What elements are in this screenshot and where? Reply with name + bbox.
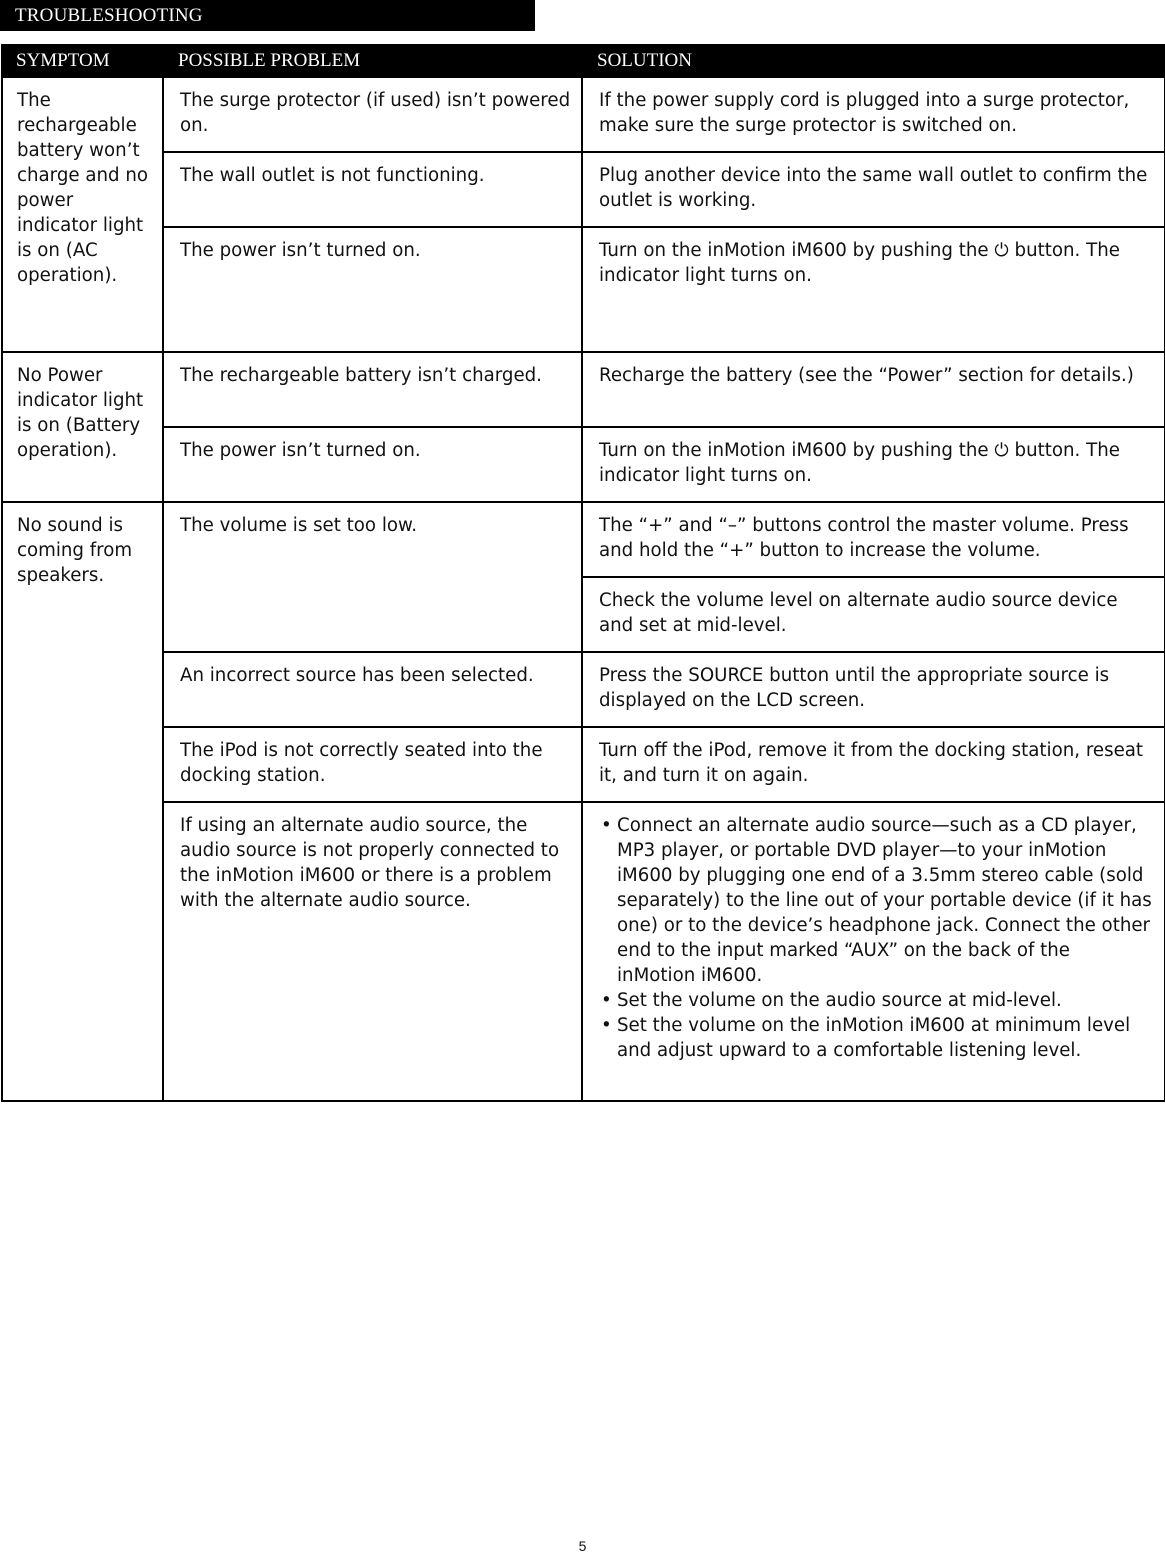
problem-cell: The power isn’t turned on. xyxy=(163,427,582,502)
solution-cell: Turn on the inMotion iM600 by pushing the ⏻ button. The indicator light turns on. xyxy=(582,227,1165,352)
list-item: • Set the volume on the audio source at mid-level. xyxy=(599,988,1154,1013)
column-header-problem: POSSIBLE PROBLEM xyxy=(163,45,582,77)
table-row xyxy=(2,77,1165,152)
list-item: • Set the volume on the inMotion iM600 at minimum level and adjust upward to a comfortable listening level. xyxy=(599,1013,1154,1063)
table-row xyxy=(2,152,1165,227)
solution-cell: The “+” and “–” buttons control the master volume. Press and hold the “+” button to increase the volume. xyxy=(582,502,1165,577)
problem-cell: The surge protector (if used) isn’t powered on. xyxy=(163,77,582,152)
solution-cell: Turn off the iPod, remove it from the docking station, reseat it, and turn it on again. xyxy=(582,727,1165,802)
problem-cell: The wall outlet is not functioning. xyxy=(163,152,582,227)
table-row xyxy=(2,727,1165,802)
solution-cell: Press the SOURCE button until the appropriate source is displayed on the LCD screen. xyxy=(582,652,1165,727)
table-row xyxy=(2,652,1165,727)
problem-cell: The power isn’t turned on. xyxy=(163,227,582,352)
table-row xyxy=(2,352,1165,427)
column-header-symptom: SYMPTOM xyxy=(2,45,163,77)
problem-cell: An incorrect source has been selected. xyxy=(163,652,582,727)
list-item: • Connect an alternate audio source—such as a CD player, MP3 player, or portable DVD player—to your inMotion iM600 by plugging one end of a 3.5mm stereo cable (sold separately) to the line out of your portable device (if it has one) or to the device’s headphone jack. Connect the other end to the input marked “AUX” on the back of the inMotion iM600. xyxy=(599,813,1154,988)
section-title: TROUBLESHOOTING xyxy=(0,0,535,31)
solution-cell: If the power supply cord is plugged into a surge protector, make sure the surge protector is switched on. xyxy=(582,77,1165,152)
symptom-group-no-sound xyxy=(2,502,1165,1101)
problem-cell: The rechargeable battery isn’t charged. xyxy=(163,352,582,427)
table-row xyxy=(2,227,1165,352)
symptom-cell: No sound is coming from speakers. xyxy=(2,502,163,1101)
solution-cell: Recharge the battery (see the “Power” section for details.) xyxy=(582,352,1165,427)
symptom-cell: No Power indicator light is on (Battery operation). xyxy=(2,352,163,502)
symptom-group-battery xyxy=(2,352,1165,502)
column-header-solution: SOLUTION xyxy=(582,45,1165,77)
problem-cell: The iPod is not correctly seated into the docking station. xyxy=(163,727,582,802)
symptom-group-ac-charging xyxy=(2,77,1165,352)
problem-cell: If using an alternate audio source, the audio source is not properly connected to the inMotion iM600 or there is a problem with the alternate audio source. xyxy=(163,802,582,1101)
table-row xyxy=(2,427,1165,502)
page-number: 5 xyxy=(578,1538,587,1554)
solution-cell: Turn on the inMotion iM600 by pushing the ⏻ button. The indicator light turns on. xyxy=(582,427,1165,502)
problem-cell: The volume is set too low. xyxy=(163,502,582,652)
table-header-row xyxy=(2,45,1165,77)
table-row xyxy=(2,802,1165,1101)
solution-bullet-list xyxy=(599,813,1154,1063)
table-row xyxy=(2,502,1165,577)
symptom-cell: The rechargeable battery won’t charge and no power indicator light is on (AC operation). xyxy=(2,77,163,352)
solution-cell xyxy=(582,802,1165,1101)
solution-cell: Plug another device into the same wall outlet to confirm the outlet is working. xyxy=(582,152,1165,227)
solution-cell: Check the volume level on alternate audio source device and set at mid-level. xyxy=(582,577,1165,652)
troubleshooting-table xyxy=(1,44,1165,1102)
